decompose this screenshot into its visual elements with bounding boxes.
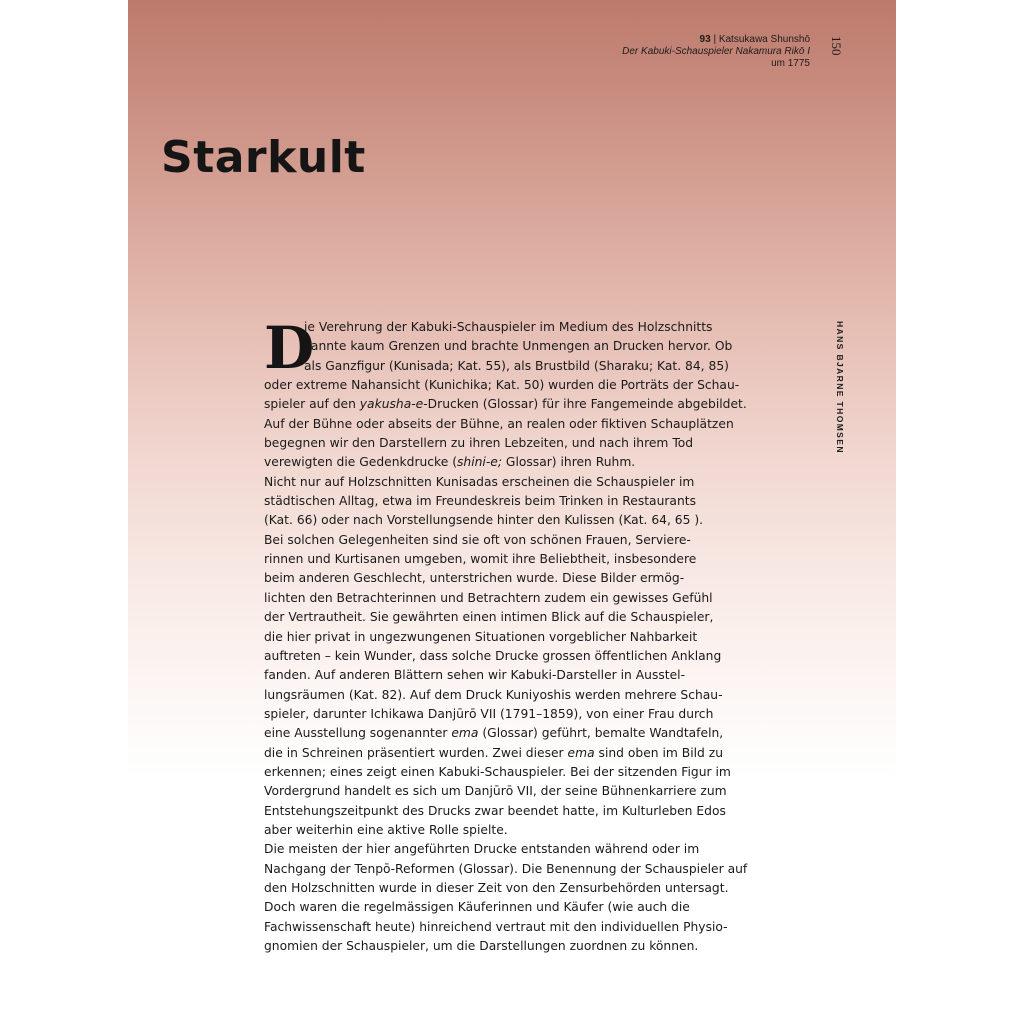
text-line: beim anderen Geschlecht, unterstrichen wurde. Diese Bilder ermög- [264,571,685,586]
text-line: rinnen und Kurtisanen umgeben, womit ihre Beliebtheit, insbesondere [264,552,697,567]
text-line [264,395,747,414]
text-line: ie Verehrung der Kabuki-Schauspieler im Medium des Holzschnitts [304,320,713,334]
text-line: Nachgang der Tenpō-Reformen (Glossar). Die Benennung der Schauspieler auf [264,861,748,876]
caption-line-1 [490,34,810,46]
text-segment: Glossar) ihren Ruhm. [502,455,636,470]
text-line [264,453,724,472]
text-line [264,744,724,763]
text-line: begegnen wir den Darstellern zu ihren Lebzeiten, und nach ihrem Tod [264,436,694,451]
text-segment: -Drucken (Glossar) für ihre Fangemeinde abgebildet. [423,397,747,412]
text-line: spieler, darunter Ichikawa Danjūrō VII (1791–1859), von einer Frau durch [264,706,714,721]
drop-cap: D [264,314,315,382]
author-credit [833,321,847,454]
text-line: lungsräumen (Kat. 82). Auf dem Druck Kuniyoshis werden mehrere Schau- [264,687,723,702]
text-segment: verewigten die Gedenkdrucke ( [264,455,458,470]
text-line: kannte kaum Grenzen und brachte Unmengen an Drucken hervor. Ob [304,339,733,354]
body-text [264,314,748,956]
text-line: städtischen Alltag, etwa im Freundeskreis beim Trinken in Restaurants [264,494,696,509]
italic-term: yakusha-e [359,397,424,412]
page-number [830,36,852,66]
page-number-text: 150 [829,36,844,56]
text-line: fanden. Auf anderen Blättern sehen wir Kabuki-Darsteller in Ausstel- [264,668,685,683]
text-segment: (Glossar) geführt, bemalte Wandtafeln, [478,726,724,741]
text-segment: sind oben im Bild zu [594,745,723,760]
text-line: der Vertrautheit. Sie gewährten einen intimen Blick auf die Schauspieler, [264,610,714,625]
caption-work-title: Der Kabuki-Schauspieler Nakamura Rikō I [622,46,810,57]
text-line: oder extreme Nahansicht (Kunichika; Kat. 50) wurden die Porträts der Schau- [264,378,740,393]
italic-term: shini-e; [457,455,502,470]
italic-term: ema [567,745,595,760]
text-line: aber weiterhin eine aktive Rolle spielte. [264,822,508,837]
text-line: als Ganzfigur (Kunisada; Kat. 55), als Brustbild (Sharaku; Kat. 84, 85) [304,358,729,373]
text-line: Vordergrund handelt es sich um Danjūrō VII, der seine Bühnenkarriere zum [264,784,727,799]
author-name: HANS BJARNE THOMSEN [835,321,845,454]
text-line: Fachwissenschaft heute) hinreichend vertraut mit den individuellen Physio- [264,919,728,934]
text-line: (Kat. 66) oder nach Vorstellungsende hinter den Kulissen (Kat. 64, 65 ). [264,513,704,528]
text-line: auftreten – kein Wunder, dass solche Drucke grossen öffentlichen Anklang [264,648,722,663]
chapter-title: Starkult [161,132,366,183]
text-segment: eine Ausstellung sogenannter [264,726,452,741]
figure-caption [490,34,810,70]
book-page [128,0,896,1024]
caption-separator: | [713,34,717,45]
text-line: erkennen; eines zeigt einen Kabuki-Schauspieler. Bei der sitzenden Figur im [264,764,731,779]
text-line: Bei solchen Gelegenheiten sind sie oft von schönen Frauen, Serviere- [264,532,691,547]
text-line: Entstehungszeitpunkt des Drucks zwar beendet hatte, im Kulturleben Edos [264,803,726,818]
text-line: Die meisten der hier angeführten Drucke entstanden während oder im [264,842,700,857]
text-line: die hier privat in ungezwungenen Situationen vorgeblicher Nahbarkeit [264,629,698,644]
catalog-number: 93 [699,34,711,45]
text-segment: spieler auf den [264,397,360,412]
text-line [264,724,724,743]
text-line: Auf der Bühne oder abseits der Bühne, an realen oder fiktiven Schauplätzen [264,416,734,431]
text-line: gnomien der Schauspieler, um die Darstellungen zuordnen zu können. [264,939,699,953]
text-line: Nicht nur auf Holzschnitten Kunisadas erscheinen die Schauspieler im [264,474,695,489]
italic-term: ema [451,726,479,741]
caption-date: um 1775 [771,58,810,69]
text-line: Doch waren die regelmässigen Käuferinnen und Käufer (wie auch die [264,900,690,915]
caption-artist: Katsukawa Shunshō [718,34,810,45]
text-segment: die in Schreinen präsentiert wurden. Zwei dieser [264,745,568,760]
text-line: den Holzschnitten wurde in dieser Zeit von den Zensurbehörden untersagt. [264,880,729,895]
text-line: lichten den Betrachterinnen und Betrachtern zudem ein gewisses Gefühl [264,590,713,605]
